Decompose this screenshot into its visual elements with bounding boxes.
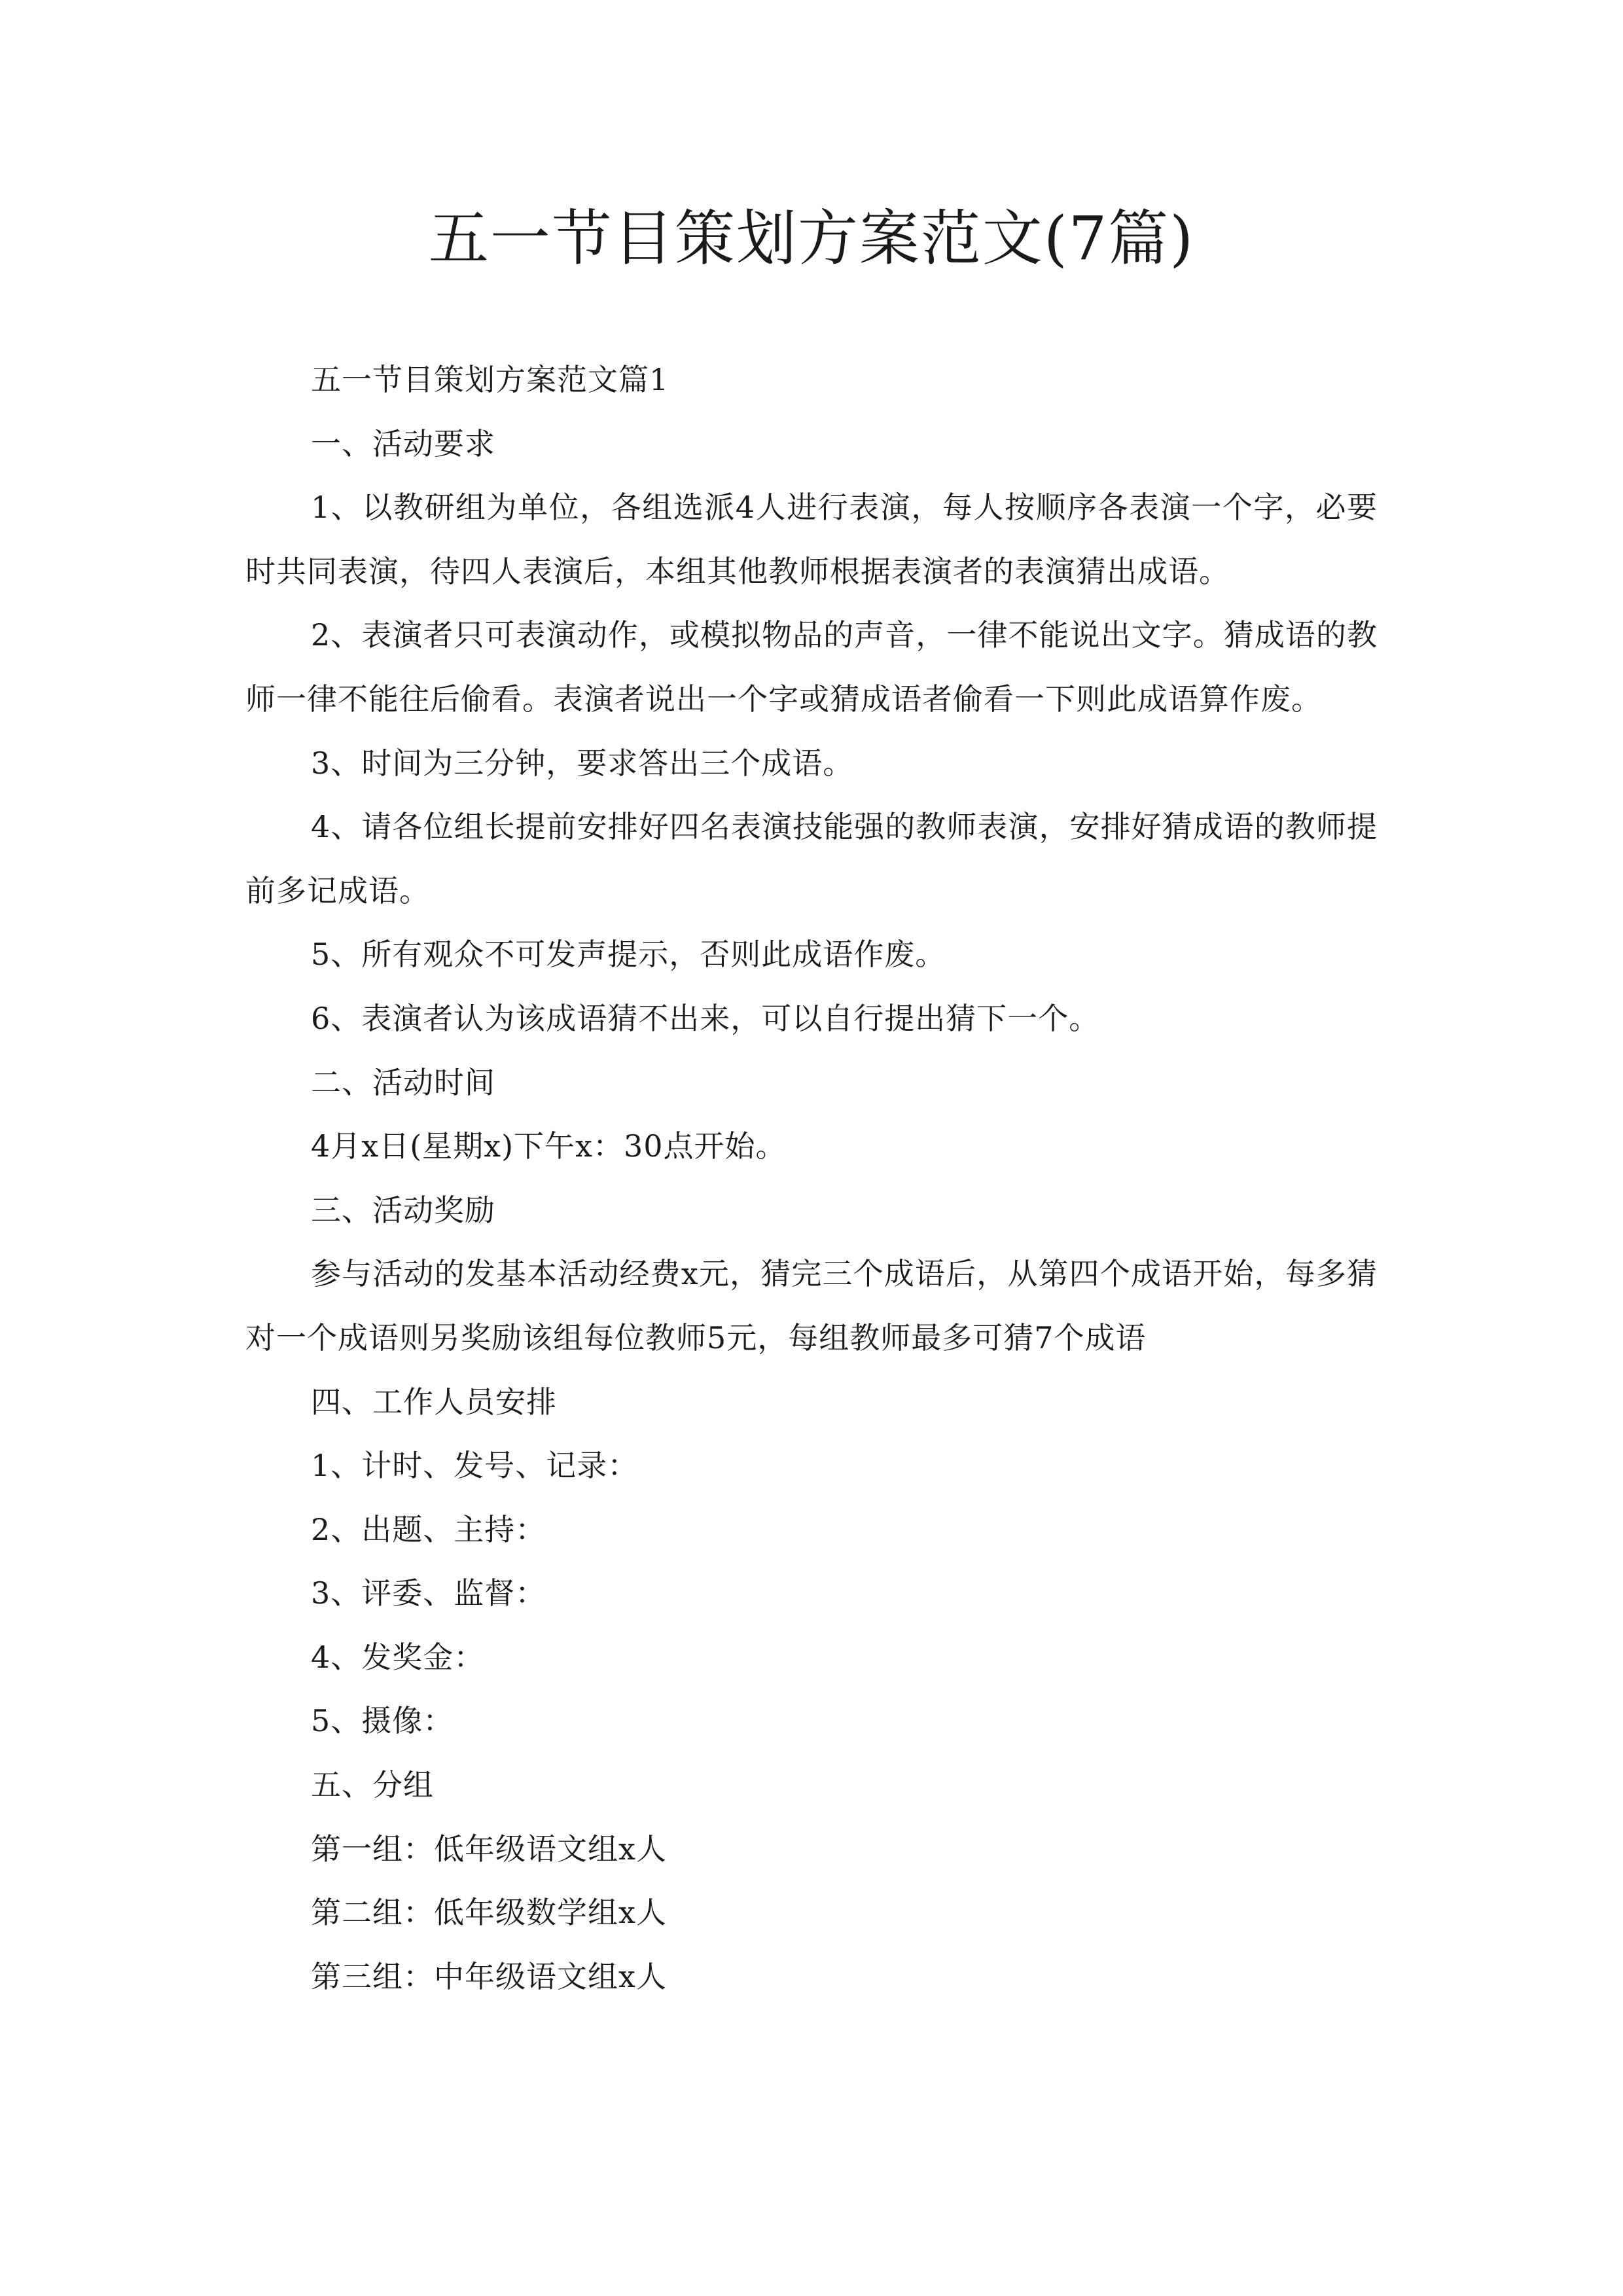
group-item-3: 第三组：中年级语文组x人: [311, 1958, 667, 1994]
document-body: [245, 348, 1378, 2009]
group-item-2: 第二组：低年级数学组x人: [311, 1895, 667, 1931]
activity-time-text: 4月x日(星期x)下午x：30点开始。: [311, 1128, 787, 1164]
section-heading-time: 二、活动时间: [311, 1064, 495, 1100]
staff-item-5: 5、摄像：: [311, 1703, 454, 1739]
staff-item-4: 4、发奖金：: [311, 1639, 485, 1675]
section-heading-requirements: 一、活动要求: [311, 425, 495, 461]
group-item-1: 第一组：低年级语文组x人: [311, 1831, 667, 1867]
rewards-text: 参与活动的发基本活动经费x元，猜完三个成语后，从第四个成语开始，每多猜对一个成语则另奖励该组每位教师5元，每组教师最多可猜7个成语: [245, 1256, 1378, 1355]
section-heading-article-1: 五一节目策划方案范文篇1: [311, 362, 669, 397]
staff-item-1: 1、计时、发号、记录：: [311, 1448, 639, 1484]
staff-item-2: 2、出题、主持：: [311, 1511, 546, 1547]
requirement-item-5: 5、所有观众不可发声提示，否则此成语作废。: [311, 937, 946, 973]
section-heading-rewards: 三、活动奖励: [311, 1192, 495, 1228]
section-heading-groups: 五、分组: [311, 1767, 434, 1803]
section-heading-staff: 四、工作人员安排: [311, 1384, 557, 1420]
staff-item-3: 3、评委、监督：: [311, 1575, 546, 1611]
requirement-item-1: 1、以教研组为单位，各组选派4人进行表演，每人按顺序各表演一个字，必要时共同表演，待四人表演后，本组其他教师根据表演者的表演猜出成语。: [245, 490, 1378, 589]
requirement-item-4: 4、请各位组长提前安排好四名表演技能强的教师表演，安排好猜成语的教师提前多记成语。: [245, 809, 1378, 908]
requirement-item-2: 2、表演者只可表演动作，或模拟物品的声音，一律不能说出文字。猜成语的教师一律不能往后偷看。表演者说出一个字或猜成语者偷看一下则此成语算作废。: [245, 617, 1378, 717]
requirement-item-6: 6、表演者认为该成语猜不出来，可以自行提出猜下一个。: [311, 1000, 1100, 1036]
requirement-item-3: 3、时间为三分钟，要求答出三个成语。: [311, 745, 854, 781]
document-title: 五一节目策划方案范文(7篇): [428, 204, 1195, 274]
